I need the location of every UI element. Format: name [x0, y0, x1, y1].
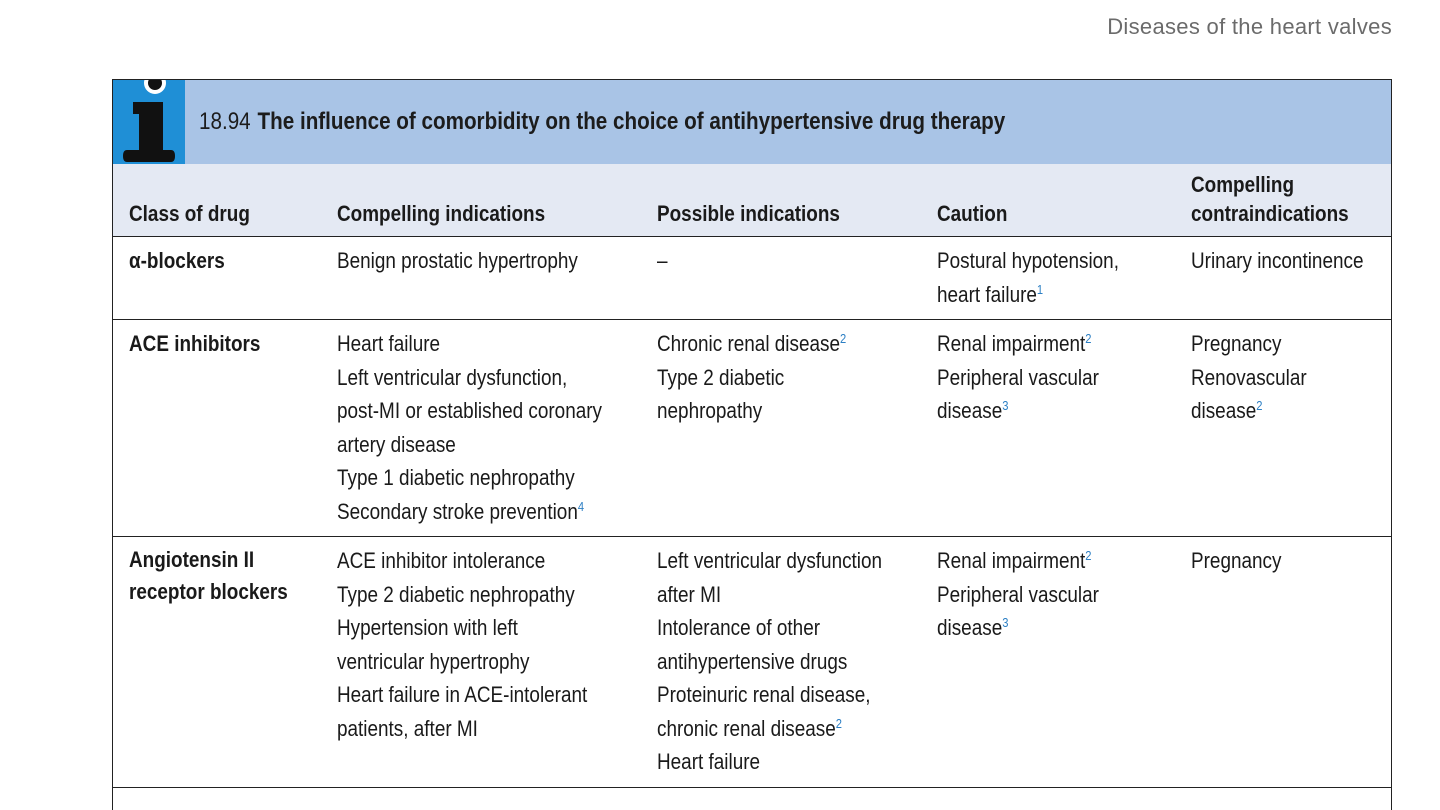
table-row	[113, 537, 1392, 788]
drug-name: Angiotensin II receptor blockers	[129, 547, 288, 604]
cell-caution	[921, 537, 1175, 788]
cell-line: Renal impairment$^2$	[937, 331, 1092, 356]
box-title-text: The influence of comorbidity on the choice of antihypertensive drug therapy	[257, 108, 1006, 135]
cell-compelling-indications	[321, 320, 641, 537]
cell-compelling-contraindications	[1175, 537, 1392, 788]
info-icon	[113, 80, 185, 164]
cell-line: –	[657, 248, 668, 273]
info-box	[112, 79, 1392, 810]
footnote-marker: 3	[1002, 615, 1009, 630]
table-header-row	[113, 164, 1392, 237]
cell-line: after MI	[657, 581, 722, 607]
cell-line: Left ventricular dysfunction,	[337, 364, 568, 390]
drug-name: α-blockers	[129, 248, 225, 273]
cell-line: artery disease	[337, 431, 456, 457]
cell-line: Secondary stroke prevention$^4$	[337, 498, 585, 524]
cell-class-of-drug	[113, 320, 321, 537]
cell-line: Benign prostatic hypertrophy	[337, 248, 578, 273]
cell-line: Renal impairment$^2$	[937, 548, 1092, 573]
drug-name: ACE inhibitors	[129, 331, 261, 356]
cell-line: Type 2 diabetic nephropathy	[337, 581, 575, 607]
cell-line: Hypertension with left	[337, 615, 518, 640]
running-head: Diseases of the heart valves	[1107, 14, 1392, 39]
cell-line: disease$^3$	[937, 615, 1009, 640]
footnote-marker: 2	[835, 715, 843, 731]
cell-line: Pregnancy	[1191, 548, 1282, 573]
cell-line: Type 1 diabetic nephropathy	[337, 465, 575, 490]
cell-line: heart failure$^1$	[937, 281, 1044, 307]
header-possible-indications: Possible indications	[641, 164, 921, 237]
footnote-marker: 2	[1256, 398, 1263, 413]
header-compelling-indications: Compelling indications	[321, 164, 641, 237]
title-bar	[113, 80, 1391, 164]
cell-line: Postural hypotension,	[937, 248, 1119, 273]
cell-line: Type 2 diabetic	[657, 364, 785, 390]
cell-line: ACE inhibitor intolerance	[337, 548, 546, 573]
footnote-marker: 4	[577, 498, 585, 514]
header-caution: Caution	[921, 164, 1175, 237]
cell-line: Pregnancy	[1191, 331, 1282, 356]
cell-compelling-indications	[321, 237, 641, 320]
cell-line: chronic renal disease$^2$	[657, 715, 843, 741]
footnote-marker: 2	[1085, 548, 1092, 563]
cell-line: Peripheral vascular	[937, 364, 1099, 390]
cell-compelling-indications	[321, 537, 641, 788]
cell-line: Peripheral vascular	[937, 581, 1099, 607]
table-row	[113, 320, 1392, 537]
footnote-marker: 1	[1036, 281, 1044, 297]
header-class-of-drug: Class of drug	[113, 164, 321, 237]
cell-line: Intolerance of other	[657, 615, 821, 640]
cell-possible-indications	[641, 237, 921, 320]
cell-line: Heart failure	[337, 331, 441, 356]
header-compelling-contraindications: Compelling contraindications	[1175, 164, 1392, 237]
cell-line: antihypertensive drugs	[657, 648, 848, 674]
cell-line: Proteinuric renal disease,	[657, 682, 871, 707]
cell-line: patients, after MI	[337, 715, 478, 741]
cell-caution	[921, 320, 1175, 537]
cell-line: disease$^3$	[937, 398, 1009, 423]
cell-caution	[921, 237, 1175, 320]
box-number: 18.94	[199, 108, 251, 135]
cell-line: Chronic renal disease$^2$	[657, 331, 847, 356]
cell-possible-indications	[641, 537, 921, 788]
cell-line: Heart failure	[657, 749, 761, 774]
cell-line: Heart failure in ACE-intolerant	[337, 682, 588, 707]
box-title	[199, 108, 1005, 136]
cell-line: post-MI or established coronary	[337, 398, 603, 423]
table-row	[113, 237, 1392, 320]
cell-line: disease$^2$	[1191, 398, 1263, 423]
cell-possible-indications	[641, 320, 921, 537]
footnote-marker: 3	[1002, 398, 1009, 413]
cell-line: Urinary incontinence	[1191, 248, 1364, 273]
cell-compelling-contraindications	[1175, 320, 1392, 537]
footnote-marker: 2	[1085, 331, 1092, 346]
cell-line: ventricular hypertrophy	[337, 648, 530, 674]
cell-line: nephropathy	[657, 398, 763, 423]
cell-compelling-contraindications	[1175, 237, 1392, 320]
drug-comorbidity-table	[113, 164, 1392, 788]
footnote-marker: 2	[839, 331, 847, 346]
cell-line: Renovascular	[1191, 364, 1307, 390]
cell-line: Left ventricular dysfunction	[657, 548, 883, 573]
cell-class-of-drug	[113, 237, 321, 320]
cell-class-of-drug	[113, 537, 321, 788]
